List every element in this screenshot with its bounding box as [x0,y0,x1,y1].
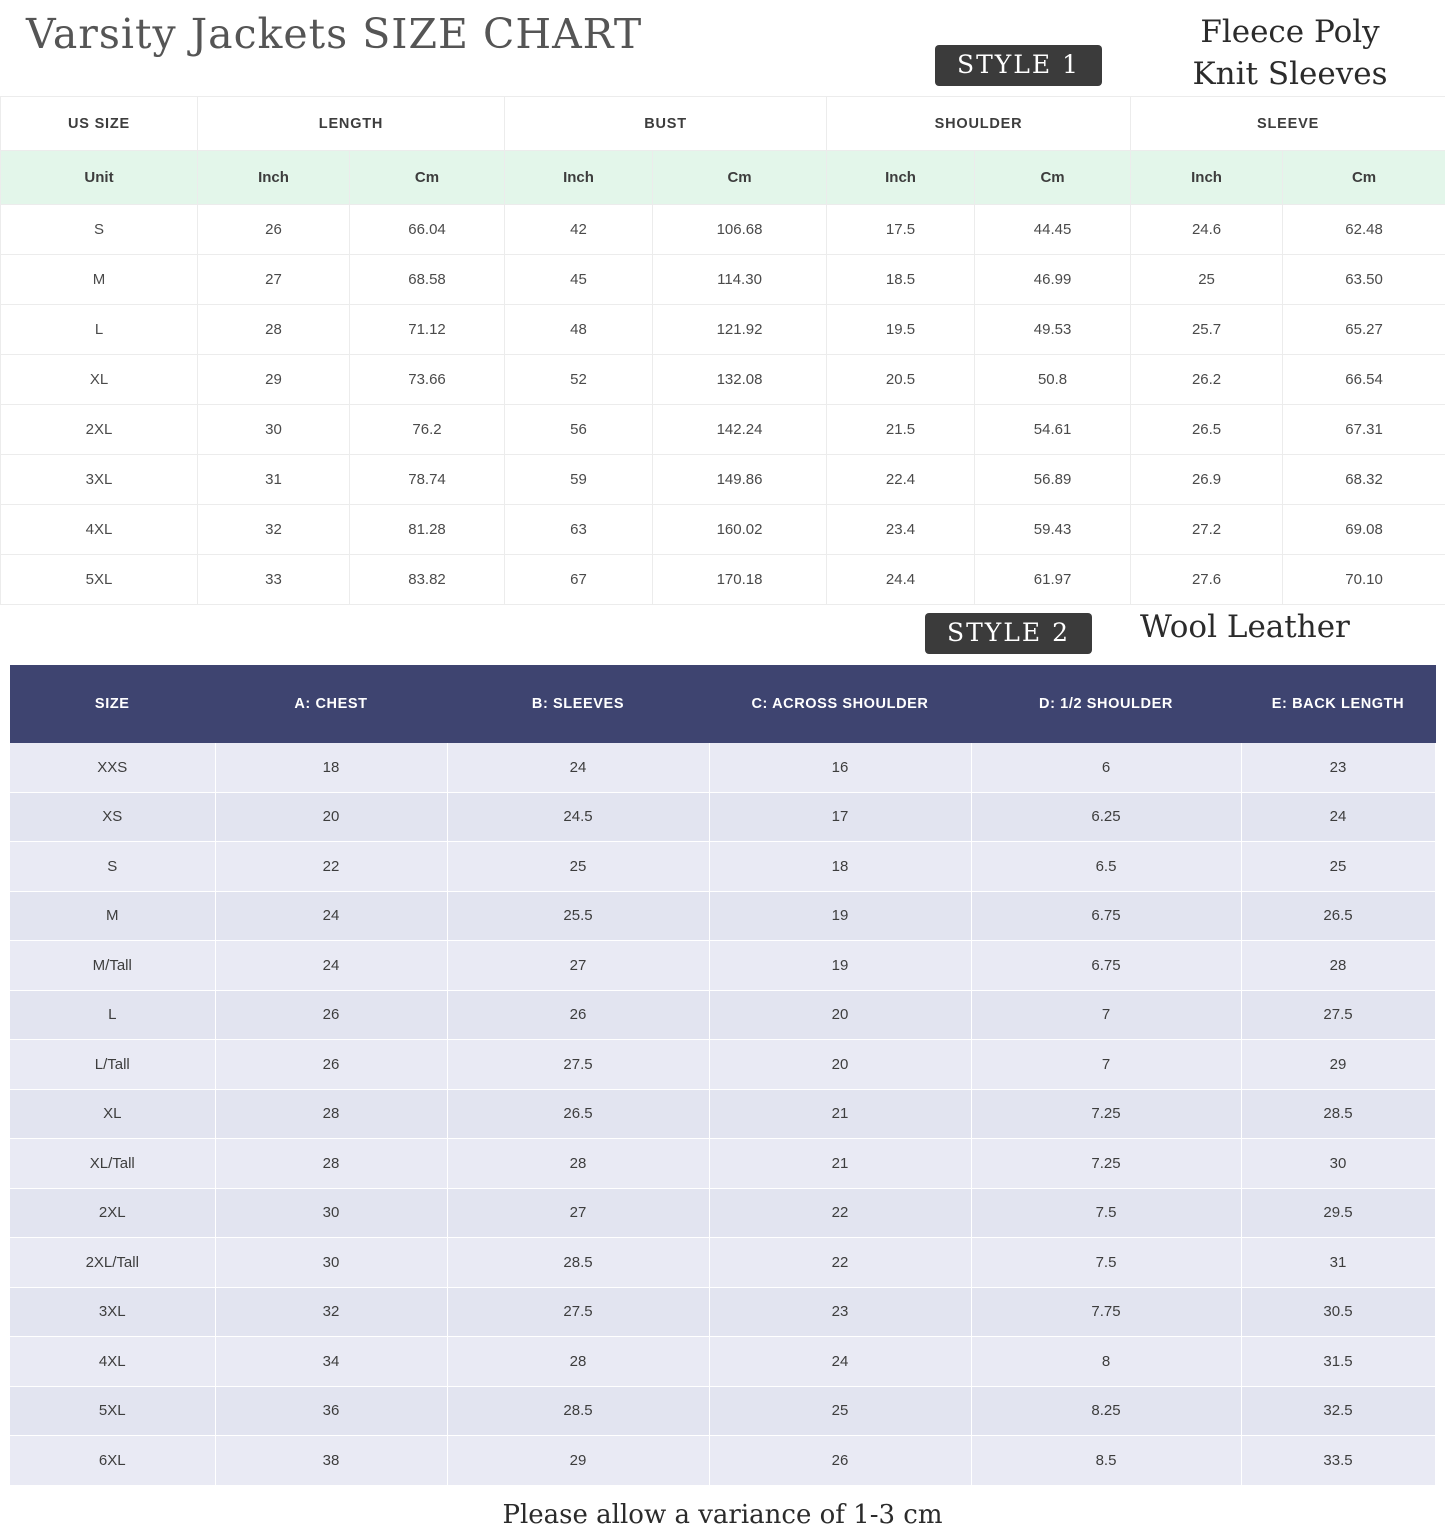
table2-cell: 25 [709,1386,971,1436]
style-1-size-table [0,96,1445,605]
table1-unit-cell: Cm [975,151,1131,205]
table1-cell: 50.8 [975,355,1131,405]
table1-unit-cell: Inch [198,151,350,205]
table1-cell: 142.24 [653,405,827,455]
table1-cell: 31 [198,455,350,505]
table2-cell: 26 [447,990,709,1040]
table-row [10,842,1435,892]
table1-group-header-row [1,97,1445,151]
table1-cell: 26.2 [1131,355,1283,405]
table2-cell: 28 [215,1089,447,1139]
table2-cell: 26.5 [1241,891,1435,941]
table2-cell: 26 [215,1040,447,1090]
table1-cell: 59 [505,455,653,505]
table2-cell: 31.5 [1241,1337,1435,1387]
table2-cell: 7.5 [971,1188,1241,1238]
table1-cell: 68.58 [350,255,505,305]
table2-cell: 17 [709,792,971,842]
table-row [1,405,1445,455]
table1-cell: 59.43 [975,505,1131,555]
table1-cell: 2XL [1,405,198,455]
page-title: Varsity Jackets SIZE CHART [26,10,642,58]
table1-cell: 27 [198,255,350,305]
table2-cell: XS [10,792,215,842]
table1-cell: 61.97 [975,555,1131,605]
table1-cell: 114.30 [653,255,827,305]
table1-cell: 17.5 [827,205,975,255]
table1-cell: 48 [505,305,653,355]
table1-cell: 27.2 [1131,505,1283,555]
table1-cell: 3XL [1,455,198,505]
table2-cell: 6.75 [971,941,1241,991]
table1-cell: 76.2 [350,405,505,455]
table1-cell: 71.12 [350,305,505,355]
style-1-badge: STYLE 1 [935,45,1102,86]
table1-cell: 65.27 [1283,305,1445,355]
style-2-badge: STYLE 2 [925,613,1092,654]
table1-cell: 54.61 [975,405,1131,455]
table1-unit-header-row [1,151,1445,205]
table2-cell: XL/Tall [10,1139,215,1189]
table2-cell: 2XL/Tall [10,1238,215,1288]
table2-cell: 24 [709,1337,971,1387]
table1-cell: 170.18 [653,555,827,605]
table1-cell: 25 [1131,255,1283,305]
table-row [1,255,1445,305]
table2-cell: 21 [709,1089,971,1139]
table1-cell: XL [1,355,198,405]
table1-cell: 63 [505,505,653,555]
table1-cell: 29 [198,355,350,405]
table1-cell: 68.32 [1283,455,1445,505]
table2-cell: 3XL [10,1287,215,1337]
table2-header-chest: A: CHEST [215,665,447,743]
table2-cell: 38 [215,1436,447,1486]
style-1-badge-container [935,45,1102,86]
table2-cell: 20 [215,792,447,842]
table1-cell: 45 [505,255,653,305]
table2-cell: 16 [709,743,971,792]
table1-cell: 160.02 [653,505,827,555]
table2-cell: 22 [709,1188,971,1238]
table-row [10,1040,1435,1090]
table-row [10,1188,1435,1238]
table2-cell: 20 [709,990,971,1040]
table1-cell: 46.99 [975,255,1131,305]
table2-cell: 22 [709,1238,971,1288]
table-row [10,1139,1435,1189]
table2-cell: 25.5 [447,891,709,941]
style-1-caption [1140,12,1440,96]
table2-cell: 24 [215,941,447,991]
table1-cell: 23.4 [827,505,975,555]
table2-cell: 28.5 [447,1386,709,1436]
table-row [10,1089,1435,1139]
table2-cell: 24.5 [447,792,709,842]
table2-header-across-shoulder: C: ACROSS SHOULDER [709,665,971,743]
table1-cell: 132.08 [653,355,827,405]
table1-cell: 26.9 [1131,455,1283,505]
style-1-caption-line-2: Knit Sleeves [1140,54,1440,96]
table-row [1,505,1445,555]
table-row [10,1238,1435,1288]
table1-cell: 69.08 [1283,505,1445,555]
table2-cell: 29.5 [1241,1188,1435,1238]
table2-cell: 29 [1241,1040,1435,1090]
table1-cell: 63.50 [1283,255,1445,305]
table1-cell: L [1,305,198,355]
table2-cell: 19 [709,941,971,991]
table2-cell: 26 [215,990,447,1040]
table2-cell: M/Tall [10,941,215,991]
table2-cell: 26 [709,1436,971,1486]
table1-cell: 67 [505,555,653,605]
table-row [10,1386,1435,1436]
style-1-caption-line-1: Fleece Poly [1140,12,1440,54]
table1-cell: 81.28 [350,505,505,555]
table2-cell: 28 [447,1139,709,1189]
table2-cell: S [10,842,215,892]
table-row [1,355,1445,405]
table1-cell: 66.04 [350,205,505,255]
table2-cell: 23 [1241,743,1435,792]
table2-cell: 30.5 [1241,1287,1435,1337]
table2-cell: 7.5 [971,1238,1241,1288]
table1-unit-cell: Inch [505,151,653,205]
table1-unit-cell: Cm [1283,151,1445,205]
table1-cell: 83.82 [350,555,505,605]
table2-cell: 25 [1241,842,1435,892]
table2-body [10,743,1435,1485]
table1-cell: 18.5 [827,255,975,305]
table1-cell: M [1,255,198,305]
table1-group-header-us-size: US SIZE [1,97,198,151]
table2-cell: 8.5 [971,1436,1241,1486]
table-row [10,1436,1435,1486]
table1-unit-cell: Inch [1131,151,1283,205]
table1-unit-cell: Cm [350,151,505,205]
table1-group-header-sleeve: SLEEVE [1131,97,1445,151]
table2-cell: 7.25 [971,1089,1241,1139]
table1-cell: 78.74 [350,455,505,505]
table2-cell: 23 [709,1287,971,1337]
table1-cell: 25.7 [1131,305,1283,355]
style-2-badge-container [925,613,1092,654]
style-2-caption: Wool Leather [1140,609,1350,645]
table2-header-size: SIZE [10,665,215,743]
table2-cell: 19 [709,891,971,941]
table1-body [1,205,1445,605]
table1-unit-label: Unit [1,151,198,205]
table-row [10,792,1435,842]
table-row [10,941,1435,991]
table2-cell: 30 [1241,1139,1435,1189]
table2-cell: 30 [215,1238,447,1288]
table1-cell: 67.31 [1283,405,1445,455]
table2-cell: 7.25 [971,1139,1241,1189]
table-row [1,455,1445,505]
table2-cell: 25 [447,842,709,892]
table2-cell: 7 [971,1040,1241,1090]
table2-cell: 27.5 [1241,990,1435,1040]
table-row [1,555,1445,605]
table1-cell: 26.5 [1131,405,1283,455]
style-2-size-table [10,665,1436,1486]
table2-cell: 24 [1241,792,1435,842]
table2-cell: 36 [215,1386,447,1436]
table2-cell: 34 [215,1337,447,1387]
table1-cell: S [1,205,198,255]
table2-cell: 26.5 [447,1089,709,1139]
table2-cell: 28 [447,1337,709,1387]
table2-cell: 6.5 [971,842,1241,892]
table1-cell: 56 [505,405,653,455]
variance-note: Please allow a variance of 1-3 cm [0,1486,1445,1530]
table1-cell: 42 [505,205,653,255]
table2-cell: 22 [215,842,447,892]
table1-cell: 62.48 [1283,205,1445,255]
table1-cell: 44.45 [975,205,1131,255]
table1-cell: 49.53 [975,305,1131,355]
table2-cell: 30 [215,1188,447,1238]
table1-cell: 5XL [1,555,198,605]
table2-cell: 20 [709,1040,971,1090]
table1-cell: 26 [198,205,350,255]
table2-cell: 27 [447,1188,709,1238]
table2-header-half-shoulder: D: 1/2 SHOULDER [971,665,1241,743]
style-2-header [0,605,1445,665]
table1-group-header-shoulder: SHOULDER [827,97,1131,151]
table2-cell: 24 [447,743,709,792]
table2-cell: 5XL [10,1386,215,1436]
table2-cell: 6 [971,743,1241,792]
table2-cell: 2XL [10,1188,215,1238]
table2-cell: 27 [447,941,709,991]
table2-cell: 28.5 [1241,1089,1435,1139]
table1-cell: 28 [198,305,350,355]
table1-cell: 22.4 [827,455,975,505]
table1-cell: 32 [198,505,350,555]
table1-cell: 70.10 [1283,555,1445,605]
table2-cell: 31 [1241,1238,1435,1288]
table2-cell: 8.25 [971,1386,1241,1436]
table2-cell: 24 [215,891,447,941]
table2-cell: 28.5 [447,1238,709,1288]
table2-cell: L [10,990,215,1040]
table2-cell: 7 [971,990,1241,1040]
table-row [10,743,1435,792]
table2-header-back-length: E: BACK LENGTH [1241,665,1435,743]
table2-cell: 6.25 [971,792,1241,842]
table1-cell: 4XL [1,505,198,555]
table2-cell: 27.5 [447,1040,709,1090]
table1-cell: 66.54 [1283,355,1445,405]
table2-cell: 4XL [10,1337,215,1387]
table2-cell: 8 [971,1337,1241,1387]
table-row [1,205,1445,255]
table-row [10,891,1435,941]
table2-cell: 6.75 [971,891,1241,941]
table2-cell: 18 [215,743,447,792]
table-row [1,305,1445,355]
table2-cell: 18 [709,842,971,892]
table1-group-header-length: LENGTH [198,97,505,151]
table2-cell: L/Tall [10,1040,215,1090]
table1-group-header-bust: BUST [505,97,827,151]
table2-cell: 28 [1241,941,1435,991]
table2-cell: 7.75 [971,1287,1241,1337]
table2-cell: 32 [215,1287,447,1337]
table2-cell: 21 [709,1139,971,1189]
table1-cell: 30 [198,405,350,455]
table1-cell: 19.5 [827,305,975,355]
table1-cell: 121.92 [653,305,827,355]
chart-header [0,0,1445,96]
table1-cell: 73.66 [350,355,505,405]
table1-cell: 56.89 [975,455,1131,505]
table1-unit-cell: Cm [653,151,827,205]
table2-cell: 29 [447,1436,709,1486]
table2-cell: 32.5 [1241,1386,1435,1436]
table2-cell: XL [10,1089,215,1139]
table1-cell: 24.4 [827,555,975,605]
table2-cell: 27.5 [447,1287,709,1337]
table1-cell: 27.6 [1131,555,1283,605]
table2-header-row [10,665,1435,743]
table-row [10,1337,1435,1387]
table-row [10,1287,1435,1337]
table1-cell: 21.5 [827,405,975,455]
table2-cell: M [10,891,215,941]
table2-cell: XXS [10,743,215,792]
table1-unit-cell: Inch [827,151,975,205]
table1-cell: 106.68 [653,205,827,255]
table1-cell: 20.5 [827,355,975,405]
table1-cell: 33 [198,555,350,605]
table2-cell: 33.5 [1241,1436,1435,1486]
table2-cell: 6XL [10,1436,215,1486]
table1-cell: 149.86 [653,455,827,505]
table2-header-sleeves: B: SLEEVES [447,665,709,743]
table1-cell: 52 [505,355,653,405]
table2-cell: 28 [215,1139,447,1189]
table-row [10,990,1435,1040]
table1-cell: 24.6 [1131,205,1283,255]
